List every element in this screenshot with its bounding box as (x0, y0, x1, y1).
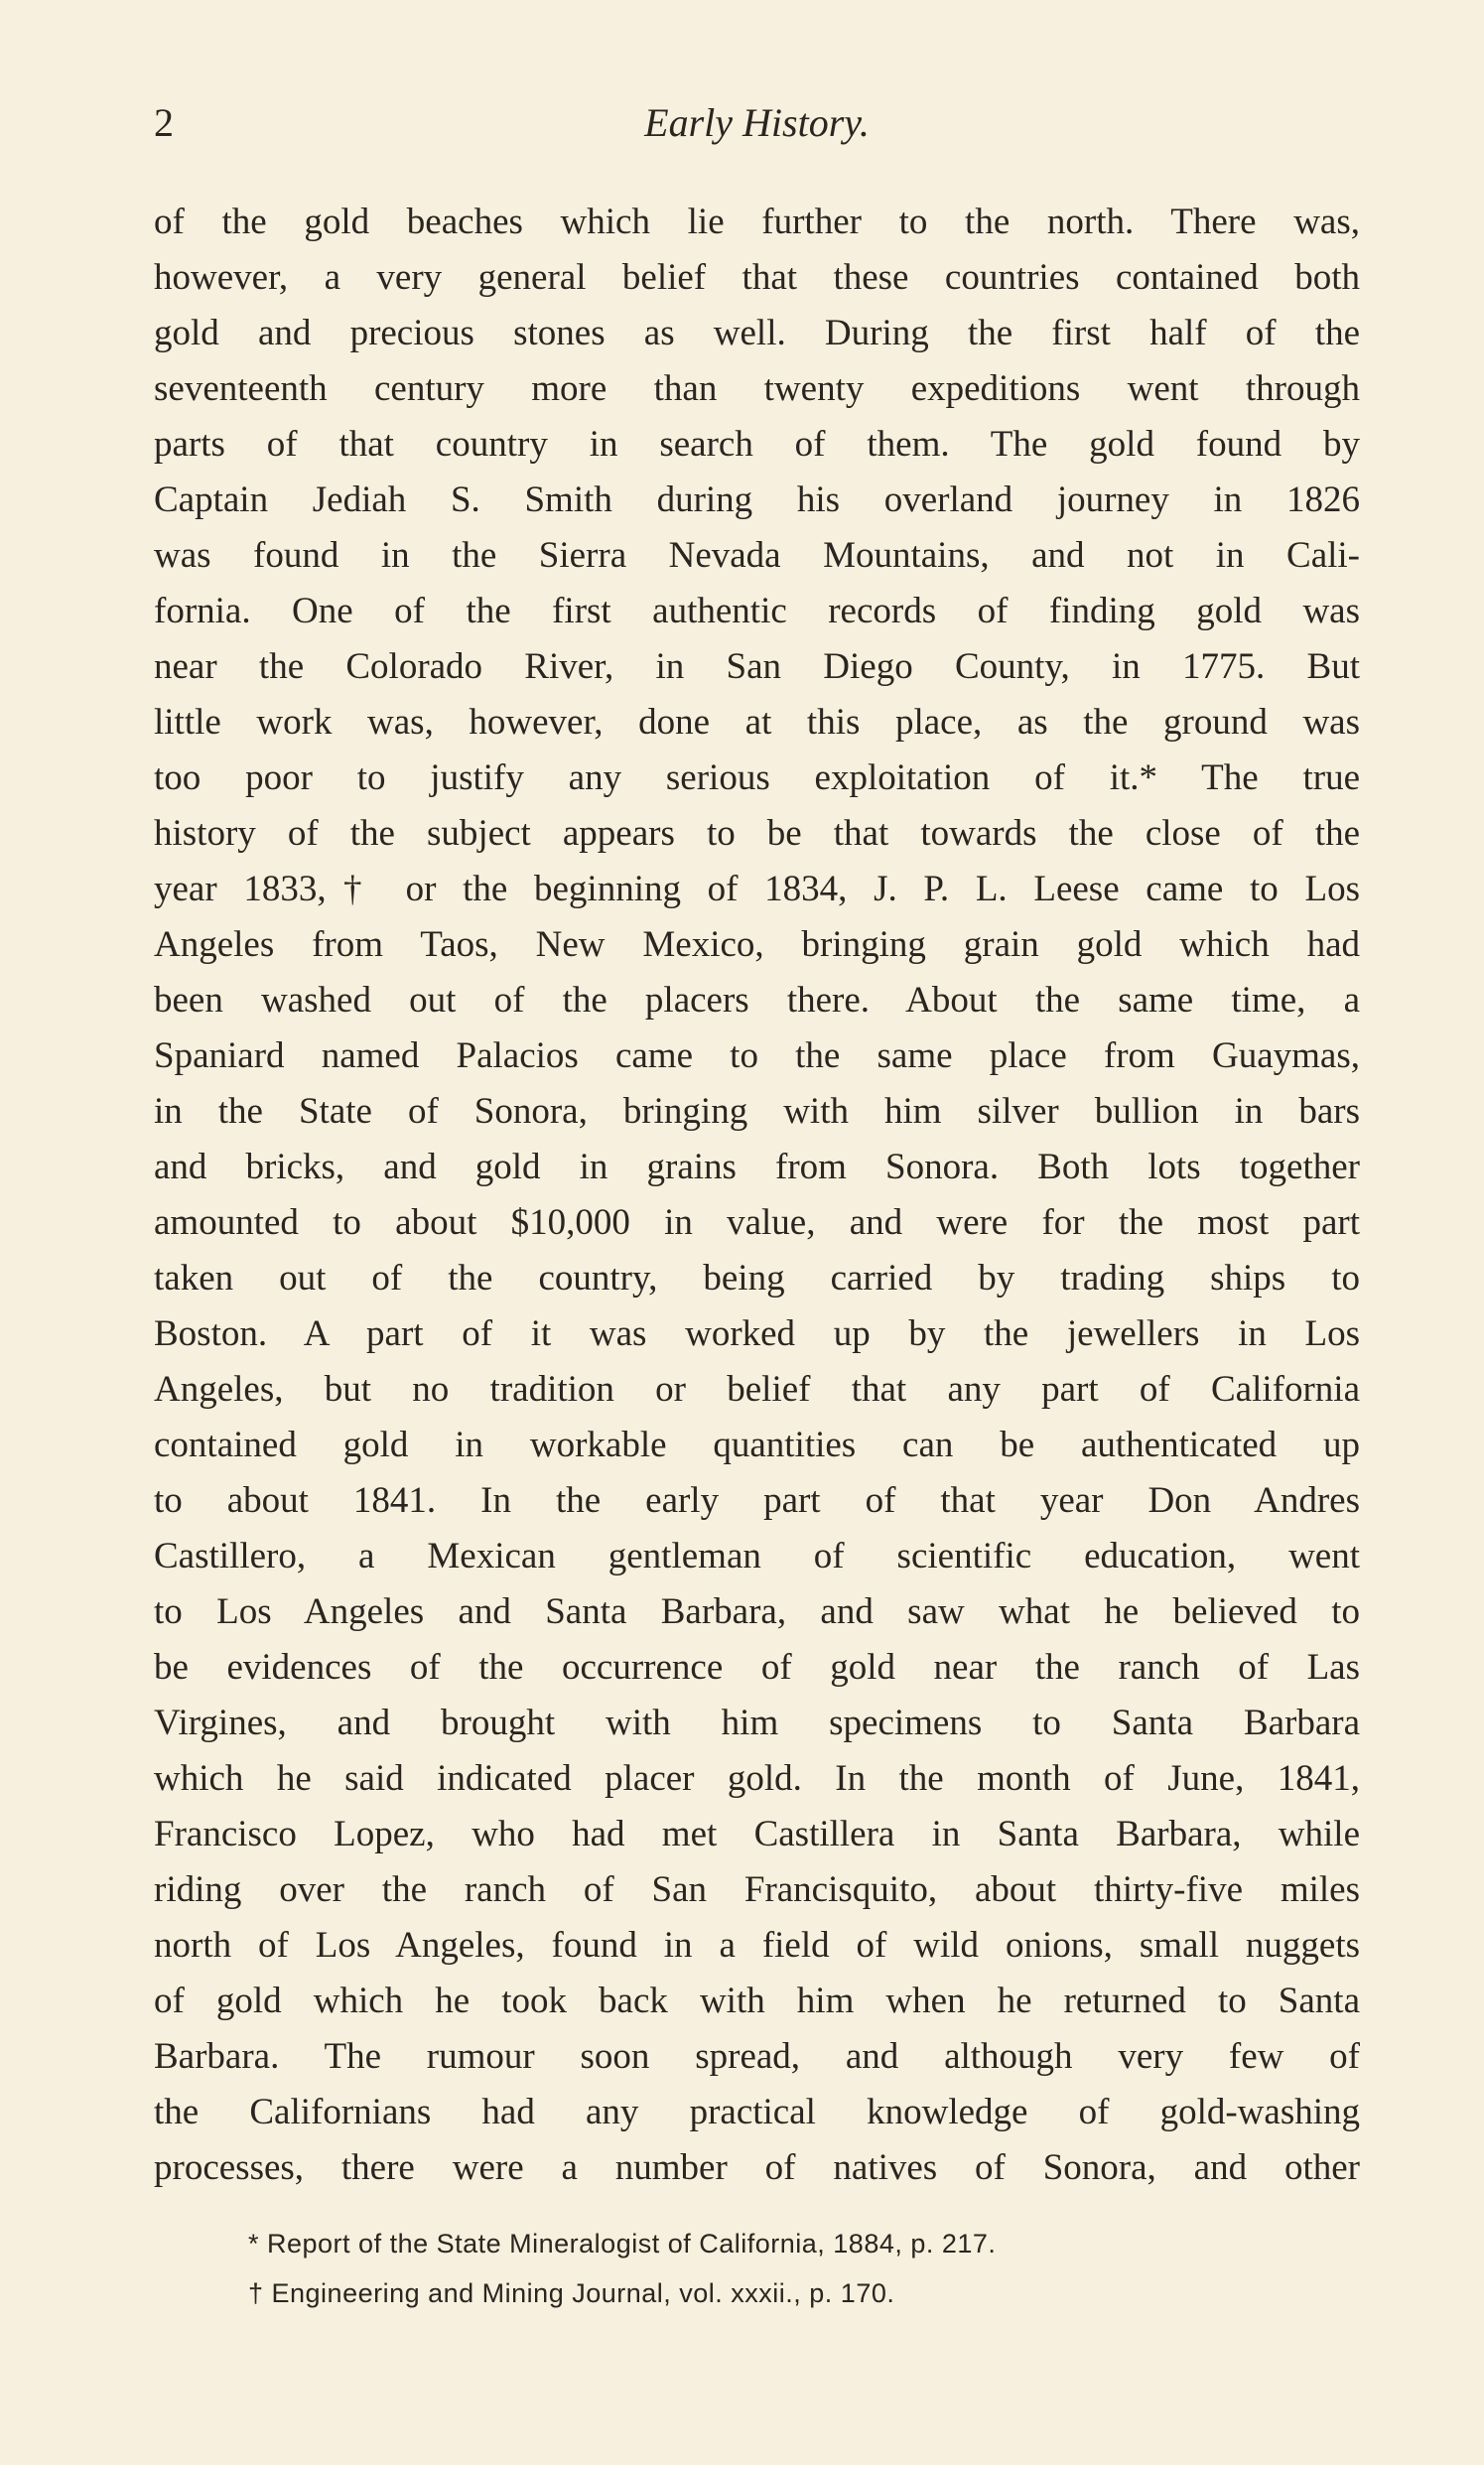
text-line: too poor to justify any serious exploitation of it.* The true (154, 757, 1360, 798)
text-line: was found in the Sierra Nevada Mountains, and not in Cali- (154, 535, 1360, 576)
text-line: little work was, however, done at this place, as the ground was (154, 702, 1360, 743)
text-line: near the Colorado River, in San Diego County, in 1775. But (154, 646, 1360, 687)
text-line: riding over the ranch of San Francisquito, about thirty-five miles (154, 1869, 1360, 1910)
body-text (154, 195, 1360, 2196)
text-line: taken out of the country, being carried by trading ships to (154, 1258, 1360, 1299)
text-line: parts of that country in search of them. The gold found by (154, 424, 1360, 465)
text-line: amounted to about $10,000 in value, and were for the most part (154, 1202, 1360, 1243)
text-line: Angeles from Taos, New Mexico, bringing grain gold which had (154, 924, 1360, 965)
text-line: gold and precious stones as well. During the first half of the (154, 313, 1360, 353)
text-line: the Californians had any practical knowledge of gold-washing (154, 2092, 1360, 2132)
text-line: contained gold in workable quantities can be authenticated up (154, 1425, 1360, 1465)
footnote: † Engineering and Mining Journal, vol. xxxii., p. 170. (248, 2278, 895, 2308)
text-line: which he said indicated placer gold. In the month of June, 1841, (154, 1758, 1360, 1799)
text-line: in the State of Sonora, bringing with him silver bullion in bars (154, 1091, 1360, 1132)
text-line: year 1833,† or the beginning of 1834, J. P. L. Leese came to Los (154, 869, 1360, 909)
text-line: Spaniard named Palacios came to the same place from Guaymas, (154, 1035, 1360, 1076)
footnote: * Report of the State Mineralogist of California, 1884, p. 217. (248, 2229, 997, 2259)
text-line: been washed out of the placers there. About the same time, a (154, 980, 1360, 1021)
text-line: processes, there were a number of natives of Sonora, and other (154, 2147, 1360, 2188)
text-line: Captain Jediah S. Smith during his overland journey in 1826 (154, 479, 1360, 520)
running-title: Early History. (644, 100, 870, 145)
text-line: however, a very general belief that these countries contained both (154, 257, 1360, 298)
text-line: Francisco Lopez, who had met Castillera in Santa Barbara, while (154, 1814, 1360, 1854)
text-line: of gold which he took back with him when he returned to Santa (154, 1981, 1360, 2021)
text-line: north of Los Angeles, found in a field of wild onions, small nuggets (154, 1925, 1360, 1966)
text-line: Boston. A part of it was worked up by the jewellers in Los (154, 1313, 1360, 1354)
footnotes (248, 2219, 1340, 2318)
text-line: Castillero, a Mexican gentleman of scientific education, went (154, 1536, 1360, 1576)
text-line: and bricks, and gold in grains from Sonora. Both lots together (154, 1147, 1360, 1187)
text-line: seventeenth century more than twenty expeditions went through (154, 368, 1360, 409)
text-line: history of the subject appears to be that towards the close of the (154, 813, 1360, 854)
text-line: to Los Angeles and Santa Barbara, and saw what he believed to (154, 1591, 1360, 1632)
text-line: of the gold beaches which lie further to the north. There was, (154, 202, 1360, 242)
text-line: fornia. One of the first authentic records of finding gold was (154, 591, 1360, 631)
page-header (154, 99, 1360, 159)
text-line: Barbara. The rumour soon spread, and although very few of (154, 2036, 1360, 2077)
text-line: to about 1841. In the early part of that year Don Andres (154, 1480, 1360, 1521)
text-line: Angeles, but no tradition or belief that any part of California (154, 1369, 1360, 1410)
page-number: 2 (154, 100, 174, 145)
text-line: be evidences of the occurrence of gold near the ranch of Las (154, 1647, 1360, 1688)
text-line: Virgines, and brought with him specimens to Santa Barbara (154, 1703, 1360, 1743)
